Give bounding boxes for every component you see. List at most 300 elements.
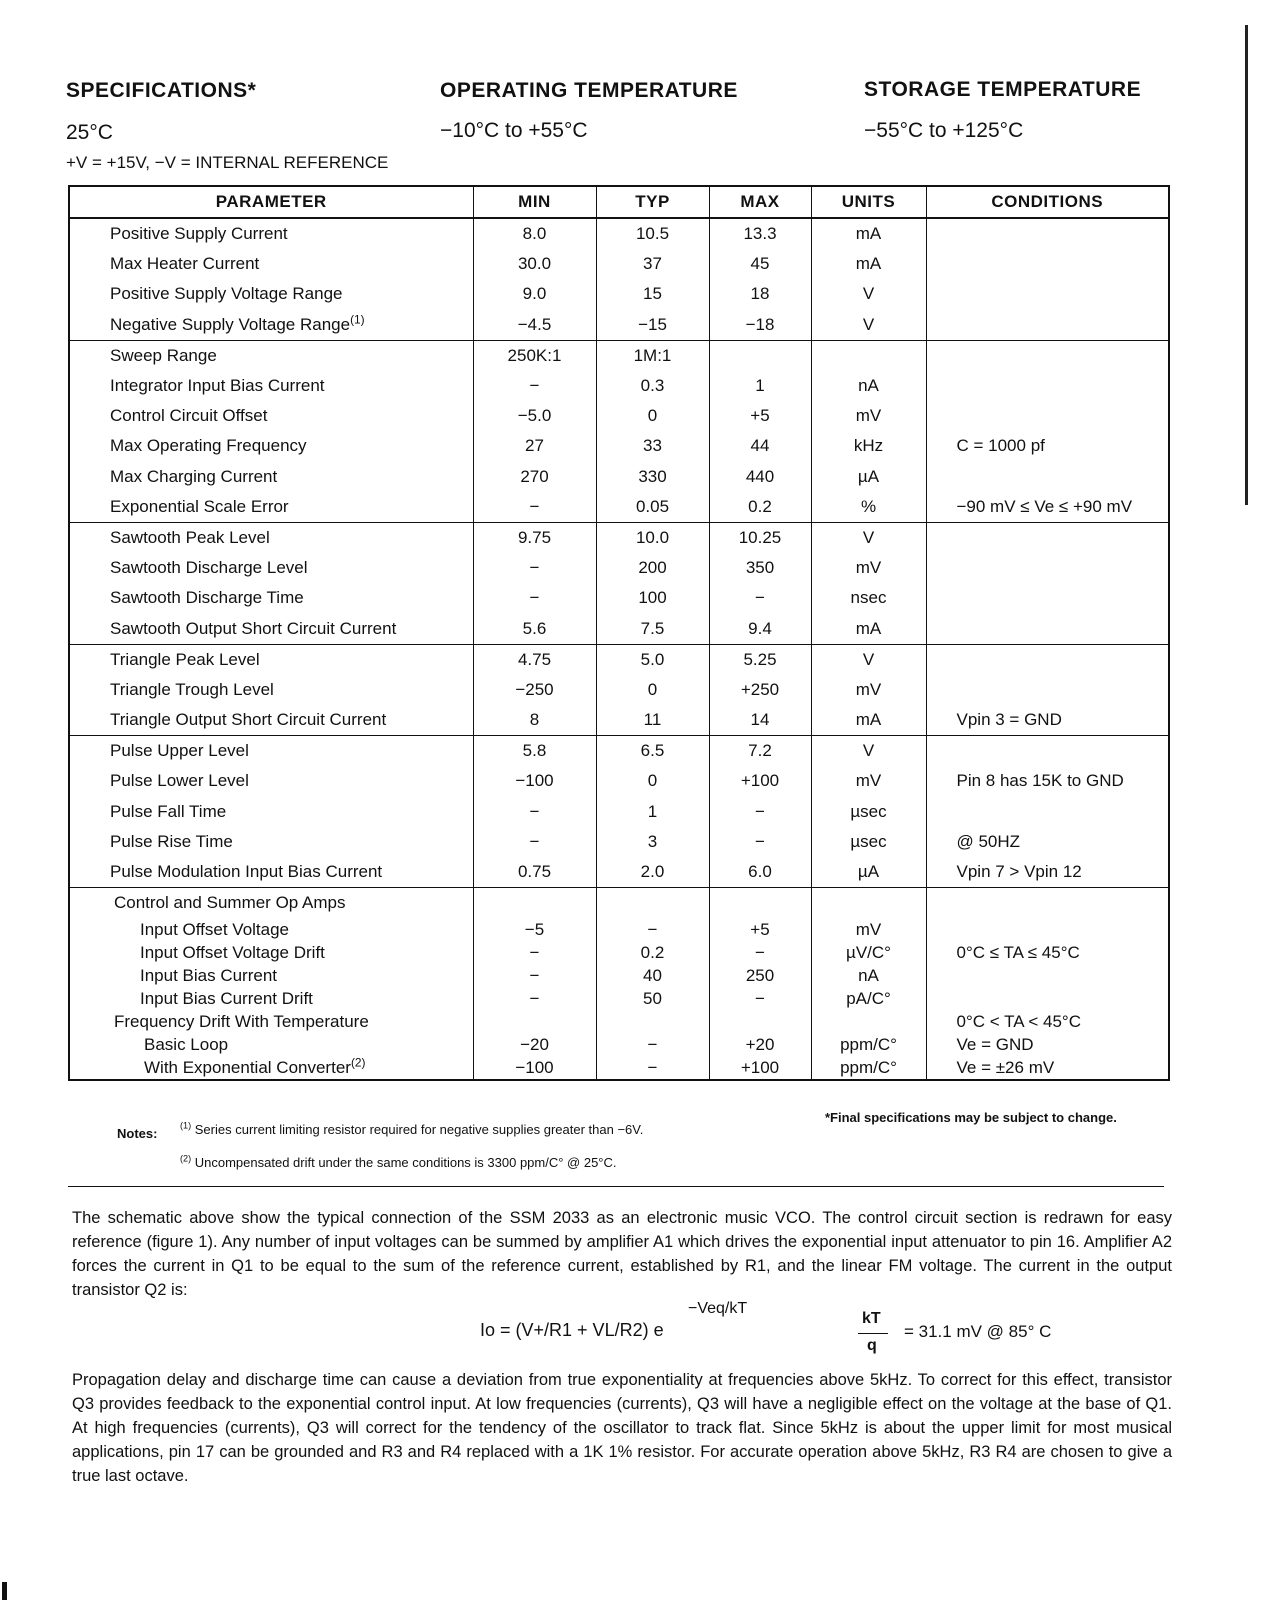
min-value: −	[529, 496, 540, 516]
min-value: 250K:1	[507, 345, 562, 365]
cell-parameter	[69, 888, 473, 919]
table-header-row	[69, 186, 1169, 218]
max-value: 250	[745, 965, 775, 985]
typ-value: 1	[647, 801, 658, 821]
table-row	[69, 249, 1169, 279]
min-value: −20	[520, 1034, 549, 1054]
min-value: 270	[520, 466, 549, 486]
cell-max	[709, 675, 811, 705]
max-value: 1	[755, 376, 765, 396]
min-value: −100	[515, 771, 554, 791]
cell-min	[473, 431, 596, 461]
cell-max	[709, 431, 811, 461]
cell-parameter	[69, 1056, 473, 1080]
cell-conditions	[926, 492, 1169, 523]
max-value: +250	[740, 679, 780, 699]
cell-typ	[596, 431, 709, 461]
cell-typ	[596, 553, 709, 583]
cell-max	[709, 613, 811, 644]
storage-temperature-title: STORAGE TEMPERATURE	[864, 78, 1142, 101]
parameter-value: Input Bias Current	[140, 965, 278, 985]
cell-max	[709, 310, 811, 341]
storage-temperature-range: −55°C to +125°C	[864, 119, 1024, 142]
cell-typ	[596, 340, 709, 371]
units-value: mA	[855, 224, 882, 244]
cell-max	[709, 522, 811, 553]
parameter-value: Sawtooth Peak Level	[110, 527, 270, 547]
table-row	[69, 1056, 1169, 1080]
max-value: +5	[750, 919, 770, 939]
parameter-value: Pulse Modulation Input Bias Current	[110, 862, 383, 882]
table-row	[69, 401, 1169, 431]
max-value: +5	[750, 406, 770, 426]
parameter-value: Frequency Drift With Temperature	[114, 1011, 369, 1031]
cell-units	[811, 964, 926, 987]
cell-max	[709, 1033, 811, 1056]
cell-parameter	[69, 218, 473, 249]
units-value: mV	[855, 558, 882, 578]
column-header-conditions: CONDITIONS	[926, 186, 1169, 218]
supply-conditions: +V = +15V, −V = INTERNAL REFERENCE	[66, 153, 389, 172]
cell-parameter	[69, 522, 473, 553]
cell-units	[811, 310, 926, 341]
parameter-value: Sawtooth Discharge Time	[110, 588, 304, 608]
table-row	[69, 827, 1169, 857]
typ-value: 0.05	[635, 496, 670, 516]
units-value: mV	[855, 919, 882, 939]
cell-units	[811, 766, 926, 796]
units-value: mV	[855, 679, 882, 699]
cell-min	[473, 705, 596, 736]
cell-typ	[596, 522, 709, 553]
table-row	[69, 522, 1169, 553]
max-value: 350	[745, 558, 775, 578]
cell-min	[473, 492, 596, 523]
cell-max	[709, 1010, 811, 1033]
conditions-value: C = 1000 pf	[956, 436, 1045, 456]
parameter-value: Input Offset Voltage Drift	[140, 942, 325, 962]
cell-conditions	[926, 431, 1169, 461]
cell-max	[709, 736, 811, 767]
parameter-value: Pulse Rise Time	[110, 831, 233, 851]
conditions-value: Pin 8 has 15K to GND	[956, 771, 1124, 791]
cell-units	[811, 431, 926, 461]
max-value: −	[755, 588, 765, 608]
cell-typ	[596, 827, 709, 857]
cell-conditions	[926, 987, 1169, 1010]
cell-parameter	[69, 371, 473, 401]
parameter-value: Negative Supply Voltage Range	[110, 314, 351, 334]
min-value: −4.5	[517, 314, 552, 334]
cell-max	[709, 888, 811, 919]
max-value: 45	[750, 254, 770, 274]
cell-min	[473, 613, 596, 644]
cell-typ	[596, 857, 709, 888]
paragraph-2	[72, 1368, 1172, 1488]
min-value: 8.0	[522, 224, 547, 244]
column-header-units: UNITS	[811, 186, 926, 218]
cell-parameter	[69, 675, 473, 705]
table-row	[69, 941, 1169, 964]
formula-q: q	[867, 1337, 877, 1354]
cell-typ	[596, 462, 709, 492]
max-value: −	[755, 988, 765, 1008]
parameter-value: Sweep Range	[110, 345, 217, 365]
conditions-value: Vpin 3 = GND	[956, 710, 1062, 730]
specifications-table	[68, 185, 1170, 1081]
typ-value: 0.3	[640, 376, 665, 396]
cell-min	[473, 644, 596, 675]
cell-units	[811, 249, 926, 279]
typ-value: 40	[643, 965, 662, 985]
max-value: 5.25	[743, 649, 777, 669]
min-value: 4.75	[517, 649, 552, 669]
cell-typ	[596, 918, 709, 941]
cell-units	[811, 462, 926, 492]
cell-parameter	[69, 1010, 473, 1033]
column-header-parameter: PARAMETER	[69, 186, 473, 218]
cell-typ	[596, 766, 709, 796]
table-row	[69, 918, 1169, 941]
min-value: 5.6	[522, 618, 547, 638]
max-value: 9.4	[748, 618, 772, 638]
min-value: −	[529, 558, 540, 578]
footnote-marker: (2)	[350, 1055, 366, 1070]
units-value: µA	[857, 862, 880, 882]
max-value: −	[755, 831, 765, 851]
cell-typ	[596, 401, 709, 431]
cell-min	[473, 857, 596, 888]
parameter-value: Max Operating Frequency	[110, 436, 307, 456]
parameter-value: Sawtooth Output Short Circuit Current	[110, 618, 397, 638]
table-row	[69, 888, 1169, 919]
typ-value: 11	[643, 710, 662, 730]
table-row	[69, 644, 1169, 675]
cell-units	[811, 857, 926, 888]
units-value: mV	[855, 406, 882, 426]
conditions-value: Ve = GND	[956, 1034, 1034, 1054]
table-row	[69, 371, 1169, 401]
cell-typ	[596, 797, 709, 827]
formula-exponent: −Veq/kT	[688, 1300, 748, 1317]
cell-conditions	[926, 918, 1169, 941]
cell-units	[811, 675, 926, 705]
units-value: µsec	[850, 801, 887, 821]
column-header-typ: TYP	[596, 186, 709, 218]
cell-parameter	[69, 1033, 473, 1056]
operating-temperature-title: OPERATING TEMPERATURE	[440, 79, 738, 102]
units-value: µsec	[850, 831, 887, 851]
max-value: 440	[745, 466, 775, 486]
table-row	[69, 553, 1169, 583]
min-value: −	[529, 801, 540, 821]
cell-min	[473, 918, 596, 941]
cell-conditions	[926, 371, 1169, 401]
cell-parameter	[69, 797, 473, 827]
section-divider	[68, 1186, 1164, 1187]
typ-value: −15	[638, 314, 667, 334]
max-value: −	[755, 801, 765, 821]
cell-min	[473, 941, 596, 964]
table-row	[69, 1033, 1169, 1056]
cell-min	[473, 987, 596, 1010]
min-value: 9.75	[517, 527, 552, 547]
cell-min	[473, 736, 596, 767]
max-value: +20	[745, 1034, 775, 1054]
parameter-value: Integrator Input Bias Current	[110, 376, 325, 396]
cell-min	[473, 553, 596, 583]
cell-parameter	[69, 401, 473, 431]
cell-units	[811, 1056, 926, 1080]
min-value: 9.0	[522, 284, 547, 304]
paragraph-1	[72, 1206, 1172, 1302]
min-value: 27	[525, 436, 544, 456]
cell-units	[811, 401, 926, 431]
specifications-temperature: 25°C	[66, 121, 113, 144]
typ-value: −	[647, 1034, 658, 1054]
units-value: V	[862, 649, 875, 669]
cell-min	[473, 218, 596, 249]
column-header-min: MIN	[473, 186, 596, 218]
paragraph-1-text: The schematic above show the typical connection of the SSM 2033 as an electronic music VCO. The control circuit section is redrawn for easy reference (figure 1). Any number of input voltages can be summed by amplifier A1 which drives the exponential input attenuator to pin 16. Amplifier A2 forces the current in Q1 to be equal to the sum of the reference current, established by R1, and the linear FM voltage. The current in the output transistor Q2 is:	[72, 1209, 1172, 1299]
cell-max	[709, 1056, 811, 1080]
cell-units	[811, 613, 926, 644]
units-value: nsec	[850, 588, 887, 608]
parameter-value: Triangle Peak Level	[110, 649, 260, 669]
cell-min	[473, 371, 596, 401]
cell-units	[811, 888, 926, 919]
cell-min	[473, 1056, 596, 1080]
typ-value: 0	[647, 771, 658, 791]
parameter-value: Pulse Lower Level	[110, 771, 249, 791]
min-value: 30.0	[517, 254, 552, 274]
typ-value: 0	[647, 679, 658, 699]
units-value: pA/C°	[846, 988, 891, 1008]
cell-max	[709, 401, 811, 431]
table-row	[69, 964, 1169, 987]
parameter-value: Sawtooth Discharge Level	[110, 558, 308, 578]
table-row	[69, 797, 1169, 827]
cell-conditions	[926, 310, 1169, 341]
cell-conditions	[926, 218, 1169, 249]
cell-min	[473, 964, 596, 987]
parameter-value: Max Charging Current	[110, 466, 278, 486]
cell-typ	[596, 1010, 709, 1033]
cell-max	[709, 766, 811, 796]
cell-units	[811, 918, 926, 941]
cell-parameter	[69, 964, 473, 987]
cell-min	[473, 310, 596, 341]
parameter-value: Pulse Fall Time	[110, 801, 227, 821]
cell-parameter	[69, 583, 473, 613]
cell-conditions	[926, 279, 1169, 309]
cell-conditions	[926, 827, 1169, 857]
typ-value: −	[647, 1057, 658, 1077]
cell-typ	[596, 888, 709, 919]
max-value: +100	[740, 771, 780, 791]
cell-conditions	[926, 1010, 1169, 1033]
cell-parameter	[69, 987, 473, 1010]
cell-conditions	[926, 766, 1169, 796]
cell-units	[811, 797, 926, 827]
cell-conditions	[926, 888, 1169, 919]
typ-value: 0	[647, 406, 658, 426]
note-1-marker: (1)	[180, 1120, 192, 1131]
cell-parameter	[69, 613, 473, 644]
cell-max	[709, 249, 811, 279]
cell-min	[473, 522, 596, 553]
min-value: −100	[515, 1057, 554, 1077]
cell-parameter	[69, 340, 473, 371]
cell-max	[709, 553, 811, 583]
min-value: 0.75	[517, 862, 552, 882]
typ-value: 3	[647, 831, 658, 851]
note-2-text: Uncompensated drift under the same conditions is 3300 ppm/C° @ 25°C.	[194, 1155, 617, 1170]
parameter-value: Exponential Scale Error	[110, 496, 289, 516]
cell-max	[709, 279, 811, 309]
cell-typ	[596, 249, 709, 279]
page-edge-mark	[1245, 25, 1248, 505]
cell-min	[473, 340, 596, 371]
cell-min	[473, 1033, 596, 1056]
note-2	[180, 1155, 617, 1170]
cell-conditions	[926, 857, 1169, 888]
max-value: +100	[740, 1057, 780, 1077]
cell-units	[811, 218, 926, 249]
cell-conditions	[926, 522, 1169, 553]
cell-max	[709, 492, 811, 523]
cell-typ	[596, 492, 709, 523]
cell-conditions	[926, 1033, 1169, 1056]
parameter-value: Control and Summer Op Amps	[114, 893, 346, 913]
note-1-text: Series current limiting resistor required for negative supplies greater than −6V.	[194, 1122, 644, 1137]
table-row	[69, 705, 1169, 736]
min-value: −	[529, 831, 540, 851]
typ-value: 10.0	[635, 527, 670, 547]
cell-parameter	[69, 766, 473, 796]
cell-max	[709, 705, 811, 736]
cell-units	[811, 705, 926, 736]
cell-units	[811, 583, 926, 613]
min-value: 5.8	[522, 741, 547, 761]
min-value: −	[529, 965, 540, 985]
table-row	[69, 613, 1169, 644]
cell-min	[473, 279, 596, 309]
typ-value: 7.5	[640, 618, 665, 638]
formula-kt: kT	[862, 1310, 881, 1327]
cell-conditions	[926, 401, 1169, 431]
cell-typ	[596, 583, 709, 613]
final-specifications-note: *Final specifications may be subject to change.	[825, 1110, 1117, 1125]
min-value: −5	[524, 919, 545, 939]
cell-conditions	[926, 964, 1169, 987]
cell-parameter	[69, 249, 473, 279]
footnote-marker: (1)	[350, 312, 365, 326]
cell-max	[709, 827, 811, 857]
conditions-value: Ve = ±26 mV	[956, 1057, 1055, 1077]
table-row	[69, 310, 1169, 341]
cell-conditions	[926, 462, 1169, 492]
cell-min	[473, 675, 596, 705]
cell-conditions	[926, 1056, 1169, 1080]
cell-min	[473, 583, 596, 613]
parameter-value: With Exponential Converter	[144, 1057, 351, 1077]
typ-value: 5.0	[640, 649, 665, 669]
typ-value: 6.5	[640, 741, 665, 761]
cell-conditions	[926, 675, 1169, 705]
cell-min	[473, 827, 596, 857]
table-row	[69, 462, 1169, 492]
operating-temperature-range: −10°C to +55°C	[440, 119, 588, 142]
cell-units	[811, 340, 926, 371]
units-value: mA	[855, 618, 882, 638]
min-value: −5.0	[517, 406, 552, 426]
cell-units	[811, 941, 926, 964]
cell-max	[709, 218, 811, 249]
paragraph-2-text: Propagation delay and discharge time can cause a deviation from true exponentiality at frequencies above 5kHz. To correct for this effect, transistor Q3 provides feedback to the exponential control input. At low frequencies (currents), Q3 will have a negligible effect on the voltage at the base of Q1. At high frequencies (currents), Q3 will correct for the tendency of the oscillator to track flat. Since 5kHz is about the upper limit for most musical applications, pin 17 can be grounded and R3 and R4 replaced with a 1K 1% resistor. For accurate operation above 5kHz, R3 R4 are chosen to give a true last octave.	[72, 1371, 1172, 1485]
cell-typ	[596, 613, 709, 644]
max-value: 13.3	[743, 224, 777, 244]
typ-value: 50	[643, 988, 662, 1008]
cell-units	[811, 1033, 926, 1056]
table-row	[69, 492, 1169, 523]
cell-max	[709, 371, 811, 401]
cell-parameter	[69, 705, 473, 736]
cell-parameter	[69, 279, 473, 309]
min-value: −250	[515, 679, 554, 699]
units-value: %	[860, 496, 877, 516]
cell-min	[473, 249, 596, 279]
cell-conditions	[926, 736, 1169, 767]
max-value: 44	[750, 436, 770, 456]
cell-conditions	[926, 613, 1169, 644]
cell-typ	[596, 941, 709, 964]
cell-typ	[596, 1033, 709, 1056]
parameter-value: Positive Supply Current	[110, 224, 288, 244]
cell-typ	[596, 1056, 709, 1080]
column-header-max: MAX	[709, 186, 811, 218]
parameter-value: Max Heater Current	[110, 254, 260, 274]
cell-parameter	[69, 918, 473, 941]
max-value: 10.25	[738, 527, 782, 547]
cell-typ	[596, 644, 709, 675]
cell-typ	[596, 964, 709, 987]
cell-typ	[596, 736, 709, 767]
cell-max	[709, 797, 811, 827]
table-row	[69, 1010, 1169, 1033]
cell-typ	[596, 371, 709, 401]
max-value: −	[755, 942, 765, 962]
page-corner-mark	[2, 1582, 7, 1600]
cell-min	[473, 1010, 596, 1033]
cell-min	[473, 797, 596, 827]
cell-parameter	[69, 941, 473, 964]
table-row	[69, 218, 1169, 249]
cell-units	[811, 987, 926, 1010]
typ-value: 1M:1	[633, 345, 672, 365]
units-value: µA	[857, 466, 880, 486]
table-body	[69, 218, 1169, 1080]
typ-value: 2.0	[640, 862, 665, 882]
cell-parameter	[69, 431, 473, 461]
table-row	[69, 675, 1169, 705]
cell-max	[709, 340, 811, 371]
cell-typ	[596, 675, 709, 705]
cell-units	[811, 1010, 926, 1033]
min-value: −	[529, 376, 540, 396]
cell-min	[473, 766, 596, 796]
cell-units	[811, 522, 926, 553]
